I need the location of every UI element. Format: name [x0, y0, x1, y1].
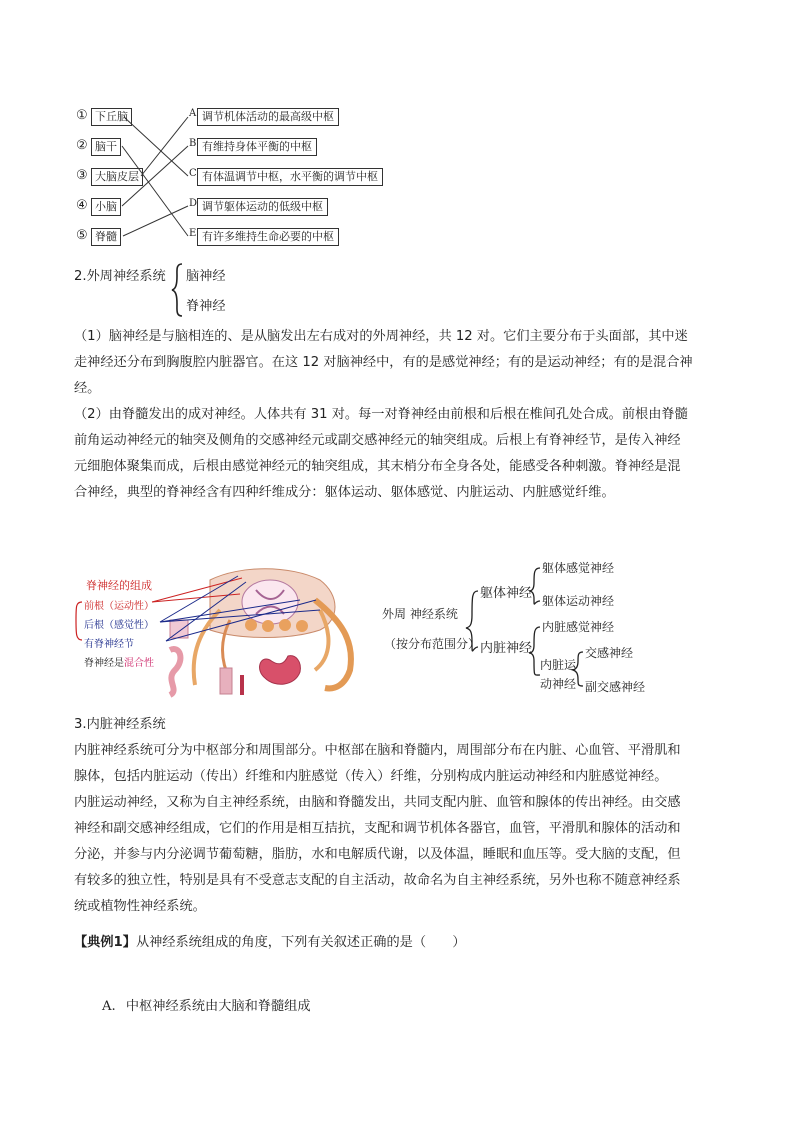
text-line: 经。: [74, 381, 101, 396]
section2-para1: [74, 324, 724, 402]
example-question: [74, 930, 466, 956]
left-num-4: ④: [76, 198, 88, 213]
right-letter-D: D: [189, 198, 198, 209]
text-line: 前角运动神经元的轴突及侧角的交感神经元或副交感神经元的轴突组成。后根上有脊神经节，是传入神经: [74, 433, 681, 448]
matching-lines: [0, 0, 794, 260]
mixed-word: 混合性: [124, 658, 154, 669]
right-letter-B: B: [189, 138, 197, 149]
text-line: （2）由脊髓发出的成对神经。人体共有 31 对。每一对脊神经由前根和后根在椎间孔处合成。前根由脊髓: [74, 407, 688, 422]
option-a-text: 中枢神经系统由大脑和脊髓组成: [125, 999, 311, 1014]
ganglion-label: 有脊神经节: [84, 639, 134, 650]
tree-visceral-motor-1: 内脏运: [540, 658, 577, 672]
spinal-nerve-figure: [70, 560, 370, 700]
option-a[interactable]: [102, 994, 311, 1020]
right-letter-C: C: [189, 168, 197, 179]
section3-para2: [74, 790, 724, 920]
example-tag: 【典例1】: [74, 935, 136, 950]
mixed-prefix: 脊神经是: [84, 658, 124, 669]
right-letter-A: A: [189, 108, 197, 119]
text-line: 分泌，并参与内分泌调节葡萄糖，脂肪，水和电解质代谢，以及体温，睡眠和血压等。受大脑的支配，但: [74, 847, 681, 862]
text-line: 有较多的独立性，特别是具有不受意志支配的自主活动，故命名为自主神经系统，另外也称不随意神经系: [74, 873, 681, 888]
section2-para2: [74, 402, 724, 506]
tree-visceral-motor-2: 动神经: [540, 677, 577, 691]
text-line: 元细胞体聚集而成，后根由感觉神经元的轴突组成，其末梢分布全身各处，能感受各种刺激。脊神经是混: [74, 459, 681, 474]
text-line: 内脏神经系统可分为中枢部分和周围部分。中枢部在脑和脊髓内，周围部分布在内脏、心血管、平滑肌和: [74, 743, 681, 758]
left-num-1: ①: [76, 108, 88, 123]
peripheral-nerve-tree: [380, 555, 680, 705]
text-line: 腺体，包括内脏运动（传出）纤维和内脏感觉（传入）纤维，分别构成内脏运动神经和内脏感觉神经。: [74, 769, 668, 784]
right-item-B: 有维持身体平衡的中枢: [197, 138, 317, 156]
right-item-C: 有体温调节中枢，水平衡的调节中枢: [197, 168, 383, 186]
tree-parasympathetic: 副交感神经: [585, 680, 646, 694]
left-item-2: 脑干: [91, 138, 121, 156]
mixed-label: [84, 654, 154, 669]
right-letter-E: E: [189, 228, 197, 239]
left-item-1: 下丘脑: [91, 108, 132, 126]
tree-root: 外周 神经系统: [382, 607, 458, 621]
right-item-D: 调节躯体运动的低级中枢: [197, 198, 328, 216]
tree-visceral-sensory: 内脏感觉神经: [542, 620, 615, 634]
left-num-5: ⑤: [76, 228, 88, 243]
match-line-5-D: [123, 206, 188, 236]
tree-somatic-sensory: 躯体感觉神经: [542, 561, 615, 575]
left-item-5: 脊髓: [91, 228, 121, 246]
curly-brace-icon: [170, 262, 186, 318]
right-item-A: 调节机体活动的最高级中枢: [197, 108, 339, 126]
left-num-3: ③: [76, 168, 88, 183]
tree-root-note: （按分布范围分）: [384, 637, 481, 651]
tree-sympathetic: 交感神经: [585, 646, 634, 660]
front-root-label: 前根（运动性）: [84, 601, 154, 612]
branch-brain-nerve: 脑神经: [186, 269, 226, 284]
section3-para1: [74, 738, 724, 790]
section3-title: 3.内脏神经系统: [74, 717, 166, 732]
back-root-label: 后根（感觉性）: [84, 620, 154, 631]
right-item-E: 有许多维持生命必要的中枢: [197, 228, 339, 246]
left-item-4: 小脑: [91, 198, 121, 216]
example-text: 从神经系统组成的角度，下列有关叙述正确的是（ ）: [135, 935, 466, 950]
section2-title: 2.外周神经系统: [74, 269, 166, 284]
text-line: （1）脑神经是与脑相连的、是从脑发出左右成对的外周神经，共 12 对。它们主要分布于头面部，其中迷: [74, 329, 688, 344]
text-line: 合神经，典型的脊神经含有四种纤维成分：躯体运动、躯体感觉、内脏运动、内脏感觉纤维。: [74, 485, 615, 500]
option-a-letter: A.: [102, 999, 116, 1014]
branch-spinal-nerve: 脊神经: [186, 299, 226, 314]
left-item-3: 大脑皮层: [91, 168, 143, 186]
match-line-2-E: [122, 146, 188, 236]
text-line: 内脏运动神经，又称为自主神经系统，由脑和脊髓发出，共同支配内脏、血管和腺体的传出神经。由交感: [74, 795, 681, 810]
text-line: 走神经还分布到胸腹腔内脏器官。在这 12 对脑神经中，有的是感觉神经；有的是运动神经；有的是混合神: [74, 355, 693, 370]
tree-somatic-motor: 躯体运动神经: [542, 594, 615, 608]
tree-visceral: 内脏神经: [480, 641, 533, 656]
text-line: 神经和副交感神经组成，它们的作用是相互拮抗，支配和调节机体各器官，血管，平滑肌和腺体的活动和: [74, 821, 681, 836]
left-num-2: ②: [76, 138, 88, 153]
figure-title: 脊神经的组成: [86, 579, 152, 592]
text-line: 统或植物性神经系统。: [74, 899, 206, 914]
tree-somatic: 躯体神经: [480, 586, 533, 601]
